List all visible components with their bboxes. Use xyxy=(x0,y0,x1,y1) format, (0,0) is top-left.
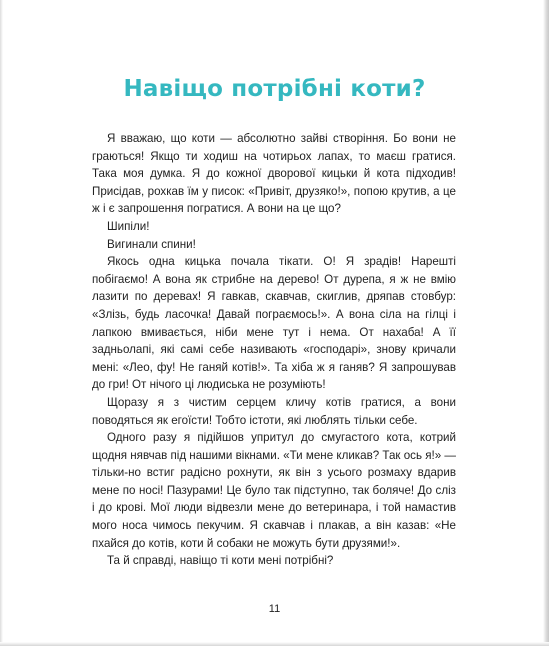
paragraph: Одного разу я підійшов упритул до смугастого кота, котрий щодня нявчав під нашими вікнами. «Ти мене кликав? Так ось я!» — тільки-но встиг радісно рохнути, як він з усього розмаху вдарив мене по носі! Пазурами! Це було так підступно, так боляче! До сліз і до крові. Мої люди відвезли мене до ветеринара, і той намастив мого носа чимось пекучим. Я скавчав і плакав, а він казав: «Не пхайся до котів, коти й собаки не можуть бути друзями!». xyxy=(92,431,456,550)
page-number: 11 xyxy=(268,603,281,615)
paragraph: Щоразу я з чистим серцем кличу котів гратися, а вони поводяться як егоїсти! Тобто істоти, які люблять тільки себе. xyxy=(92,395,456,427)
chapter-title: Навіщо потрібні коти? xyxy=(123,76,426,102)
paragraph: Та й справді, навіщо ті коти мені потрібні? xyxy=(107,554,334,568)
chapter-body xyxy=(92,130,456,570)
paragraph: Вигинали спини! xyxy=(107,237,196,251)
paragraph: Шипіли! xyxy=(107,219,150,233)
paragraph: Якось одна кицька почала тікати. О! Я зрадів! Нарешті побігаємо! А вона як стрибне на дерево! От дурепа, я ж не вмію лазити по деревах! Я гавкав, скавчав, скиглив, дряпав стовбур: «Злізь, будь ласочка! Давай пограємось!». А вона сіла на гілці і лапкою вмивається, ніби мене тут і нема. От нахаба! А її задньолапі, які самі себе називають «господарі», знову кричали мені: «Лео, фу! Не ганяй котів!». Та хіба ж я ганяв? Я запрошував до гри! От нічого ці людиська не розуміють! xyxy=(92,255,456,392)
paragraph: Я вважаю, що коти — абсолютно зайві створіння. Бо вони не граються! Якщо ти ходиш на чотирьох лапах, то маєш гратися. Така моя думка. Я до кожної дворової кицьки й кота підходив! Присідав, рохкав їм у писок: «Привіт, друзяко!», попою крутив, а це ж і є запрошення погратися. А вони на це що? xyxy=(92,132,456,216)
page-edge-bottom xyxy=(0,642,549,646)
